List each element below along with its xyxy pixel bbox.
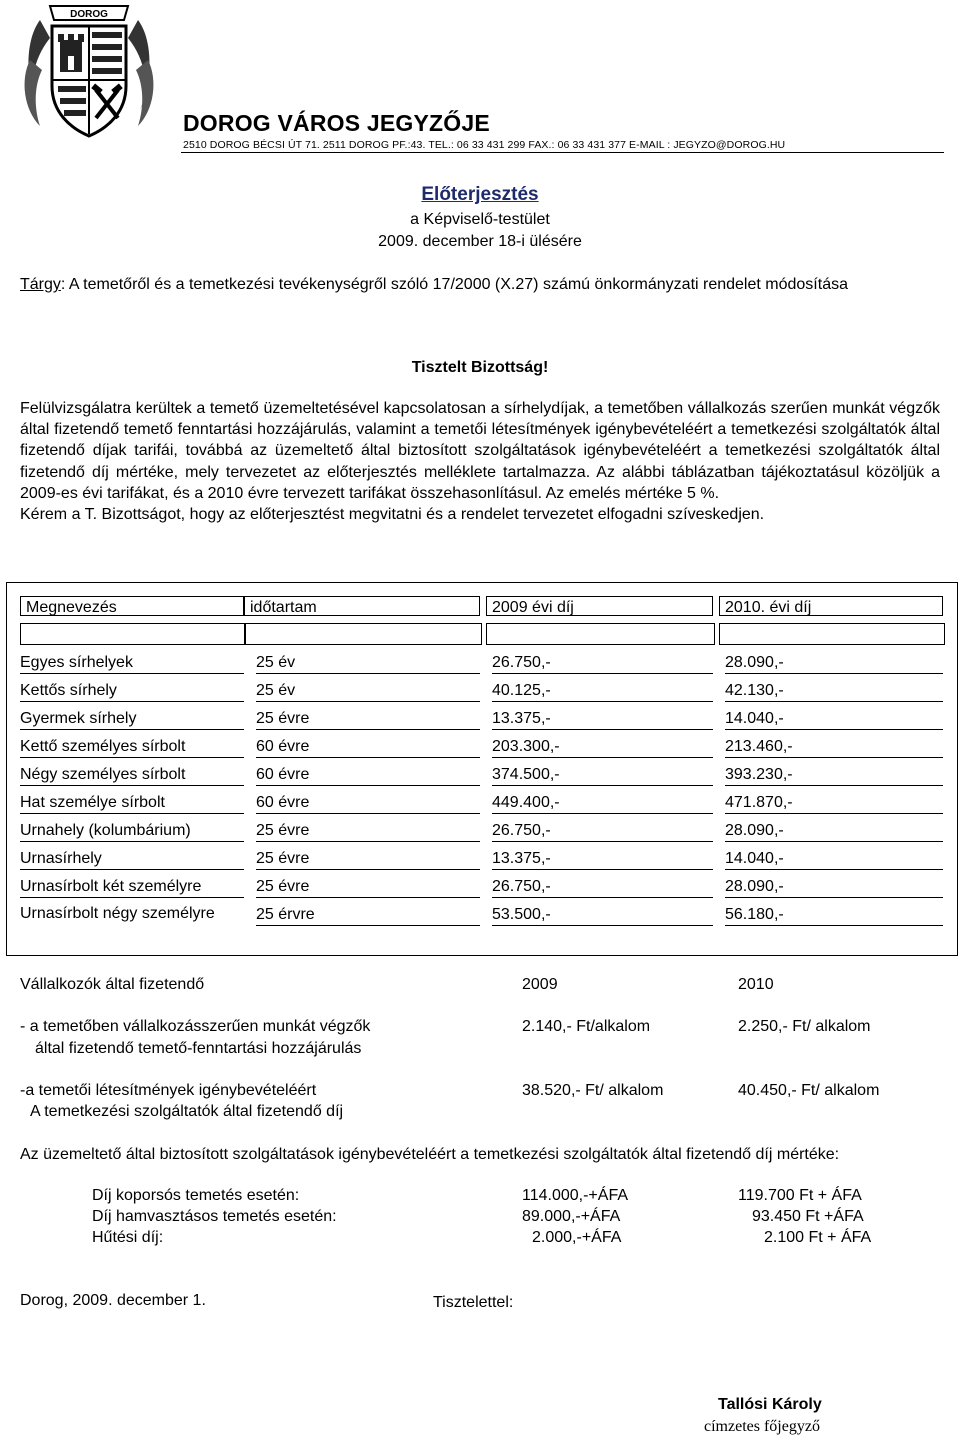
body-paragraph-1: Felülvizsgálatra kerültek a temető üzemeltetésével kapcsolatosan a sírhelydíjak, a temetőben vállalkozás szerűen munkát végzők által fizetendő temető fenntartási hozzájárulás, valamint a temetői létesítmények igénybevételéért a temetkezési szolgáltatók által fizetendő díjak tarifái, továbbá az üzemeltető által biztosított szolgáltatások igénybevételéért a temetkezési szolgáltatók által fizetendő díj mértéke, mely tervezetet az előterjesztés melléklete tartalmazza. Az alábbi táblázatban tájékoztatásul közöljük a 2009-es évi tarifákat, és a 2010 évre tervezett tarifákat összehasonlításul. Az emelés mértéke 5 %. [20, 400, 940, 502]
table-cell: 14.040,- [725, 709, 943, 730]
body-text [20, 398, 940, 525]
contractors-year-2010: 2010 [738, 976, 774, 993]
table-cell: 28.090,- [725, 653, 943, 674]
contractor-item-1-line-2: által fizetendő temető-fenntartási hozzájárulás [35, 1040, 362, 1057]
document-date-footer: Dorog, 2009. december 1. [20, 1292, 206, 1309]
crest-banner-text: DOROG [70, 9, 108, 20]
operator-fee-2010: 2.100 Ft + ÁFA [764, 1229, 872, 1246]
table-cell: 56.180,- [725, 905, 943, 926]
table-cell: 203.300,- [492, 737, 713, 758]
operator-fee-2010: 119.700 Ft + ÁFA [738, 1187, 862, 1204]
table-cell: 60 évre [256, 737, 480, 758]
contact-line: 2510 DOROG BÉCSI ÚT 71. 2511 DOROG PF.:43. TEL.: 06 33 431 299 FAX.: 06 33 431 377 E-MAIL : JEGYZO@DOROG.HU [183, 139, 786, 151]
greeting: Tisztelt Bizottság! [411, 359, 549, 376]
fee-table [6, 582, 958, 956]
table-empty-cell [20, 623, 246, 645]
contractor-item-1-line-1: - a temetőben vállalkozásszerűen munkát végzők [20, 1018, 371, 1035]
contractors-year-2009: 2009 [522, 976, 558, 993]
table-cell: 42.130,- [725, 681, 943, 702]
contractor-item-2-2010: 40.450,- Ft/ alkalom [738, 1082, 880, 1099]
table-cell: 53.500,- [492, 905, 713, 926]
table-cell: 374.500,- [492, 765, 713, 786]
page-title: DOROG VÁROS JEGYZŐJE [183, 110, 490, 136]
operator-fee-2009: 2.000,-+ÁFA [532, 1229, 622, 1246]
signatory-name: Tallósi Károly [718, 1396, 822, 1413]
contractor-item-2-line-1: -a temetői létesítmények igénybevételéért [20, 1082, 317, 1099]
contractor-item-1-2009: 2.140,- Ft/alkalom [522, 1018, 651, 1035]
operator-fee-2009: 114.000,-+ÁFA [522, 1187, 628, 1204]
contractors-heading: Vállalkozók által fizetendő [20, 976, 205, 993]
table-empty-cell [719, 623, 945, 645]
contractor-item-2-line-2: A temetkezési szolgáltatók által fizetendő díj [30, 1103, 344, 1120]
subject-label: Tárgy [20, 276, 61, 293]
table-cell: Egyes sírhelyek [20, 653, 244, 674]
table-cell: 14.040,- [725, 849, 943, 870]
table-header-2009: 2009 évi díj [486, 596, 713, 616]
table-cell: 60 évre [256, 765, 480, 786]
subject-text: : A temetőről és a temetkezési tevékenységről szóló 17/2000 (X.27) számú önkormányzati rendelet módosítása [60, 276, 848, 293]
table-cell: 25 évre [256, 877, 480, 898]
body-paragraph-2: Kérem a T. Bizottságot, hogy az előterjesztést megvitatni és a rendelet tervezetet elfogadni szíveskedjen. [20, 506, 765, 524]
table-cell: 393.230,- [725, 765, 943, 786]
table-cell: Hat személye sírbolt [20, 793, 244, 814]
table-cell: Urnasírhely [20, 849, 244, 870]
signatory-title: címzetes főjegyző [704, 1418, 820, 1435]
table-empty-cell [244, 623, 482, 645]
table-empty-cell [486, 623, 715, 645]
table-header-2010: 2010. évi díj [719, 596, 943, 616]
operator-fee-2009: 89.000,-+ÁFA [522, 1208, 621, 1225]
operator-fee-label: Hűtési díj: [92, 1229, 164, 1246]
table-header-duration: időtartam [244, 596, 480, 616]
table-cell: 471.870,- [725, 793, 943, 814]
operator-fee-label: Díj koporsós temetés esetén: [92, 1187, 300, 1204]
table-cell: 449.400,- [492, 793, 713, 814]
table-cell: Négy személyes sírbolt [20, 765, 244, 786]
coat-of-arms-logo [20, 0, 158, 140]
table-cell: 25 évre [256, 709, 480, 730]
table-header-name: Megnevezés [20, 596, 244, 616]
table-cell: Gyermek sírhely [20, 709, 244, 730]
table-cell: 26.750,- [492, 877, 713, 898]
table-cell: 60 évre [256, 793, 480, 814]
closing-regards: Tisztelettel: [433, 1294, 514, 1311]
table-cell: 25 évre [256, 849, 480, 870]
operator-fee-label: Díj hamvasztásos temetés esetén: [92, 1208, 337, 1225]
table-cell: 26.750,- [492, 653, 713, 674]
document-date: 2009. december 18-i ülésére [378, 233, 582, 250]
contractor-item-1-2010: 2.250,- Ft/ alkalom [738, 1018, 871, 1035]
contractor-item-2-2009: 38.520,- Ft/ alkalom [522, 1082, 664, 1099]
table-cell: 25 év [256, 681, 480, 702]
table-cell: Urnasírbolt két személyre [20, 877, 244, 898]
subject-line [20, 273, 940, 296]
header-divider [181, 152, 944, 153]
table-cell: 213.460,- [725, 737, 943, 758]
table-cell: 13.375,- [492, 849, 713, 870]
table-cell: 25 érvre [256, 905, 480, 926]
table-cell: Kettős sírhely [20, 681, 244, 702]
operator-fee-2010: 93.450 Ft +ÁFA [752, 1208, 864, 1225]
table-cell: 28.090,- [725, 821, 943, 842]
table-cell: 25 év [256, 653, 480, 674]
table-cell: 25 évre [256, 821, 480, 842]
document-title: Előterjesztés [421, 184, 539, 205]
table-cell: 40.125,- [492, 681, 713, 702]
operator-intro: Az üzemeltető által biztosított szolgáltatások igénybevételéért a temetkezési szolgáltatók által fizetendő díj mértéke: [20, 1146, 840, 1163]
document-subtitle: a Képviselő-testület [410, 211, 550, 228]
table-cell: 28.090,- [725, 877, 943, 898]
table-cell: Kettő személyes sírbolt [20, 737, 244, 758]
table-cell: Urnahely (kolumbárium) [20, 821, 244, 842]
table-cell: 26.750,- [492, 821, 713, 842]
table-cell: 13.375,- [492, 709, 713, 730]
table-cell: Urnasírbolt négy személyre [20, 905, 215, 922]
